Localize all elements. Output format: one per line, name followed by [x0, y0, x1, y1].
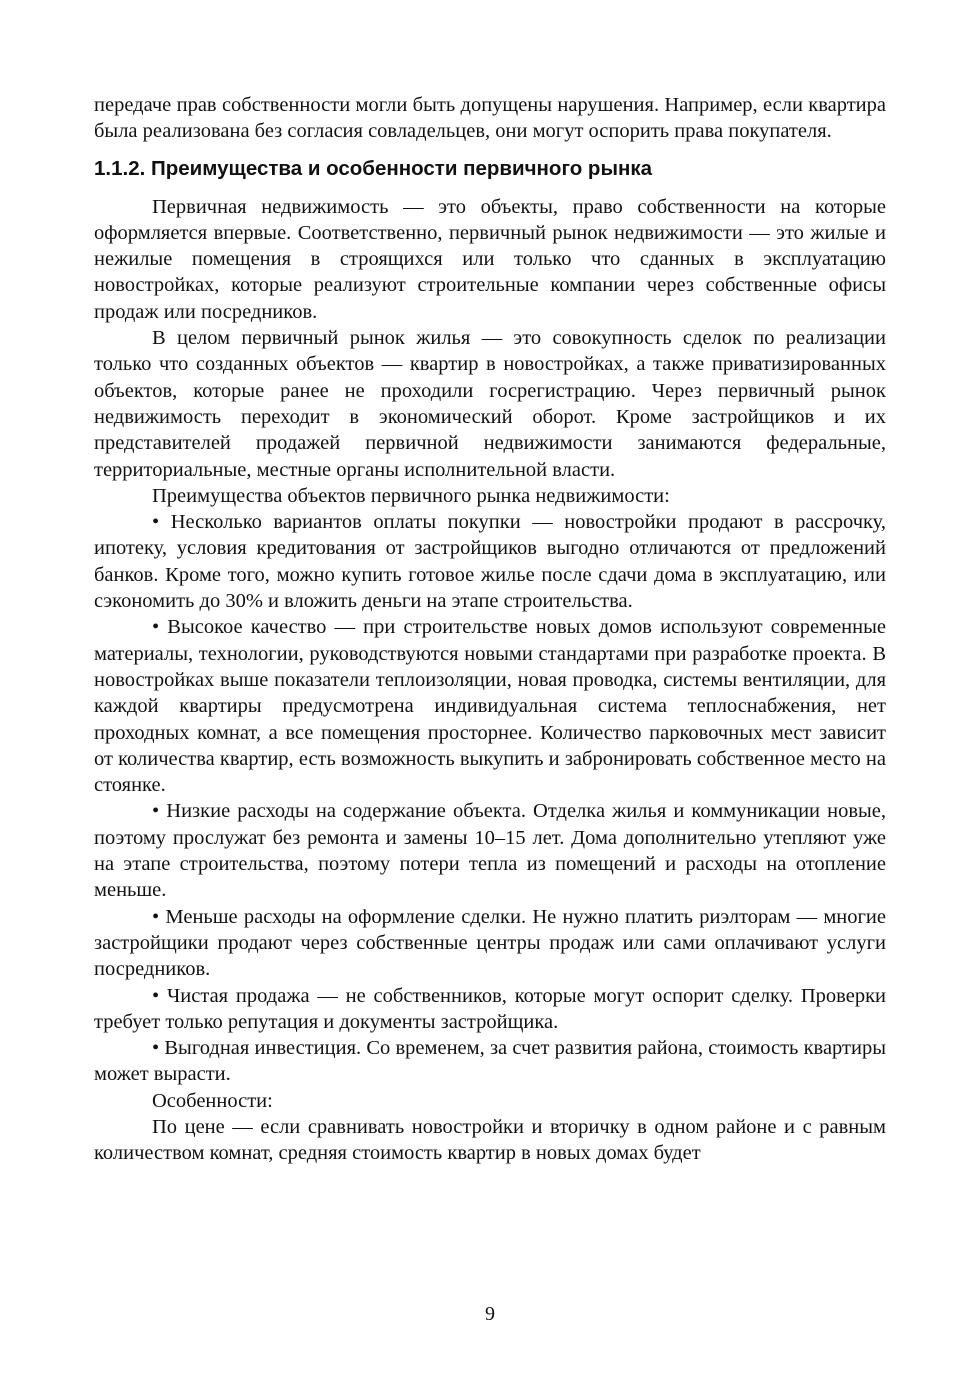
continuation-paragraph: передаче прав собственности могли быть допущены нарушения. Например, если квартира была реализована без согласия совладельцев, они могут оспорить права покупателя.	[94, 94, 886, 143]
bullet-investment: • Выгодная инвестиция. Со временем, за счет развития района, стоимость квартиры может вырасти.	[94, 1037, 886, 1086]
bullet-clean-sale: • Чистая продажа — не собственников, которые могут оспорит сделку. Проверки требует только репутация и документы застройщика.	[94, 984, 886, 1033]
bullet-payment-options: • Несколько вариантов оплаты покупки — новостройки продают в рассрочку, ипотеку, условия кредитования от застройщиков выгодно отличаются от предложений банков. Кроме того, можно купить готовое жилье после сдачи дома в эксплуатацию, или сэкономить до 30% и вложить деньги на этапе строительства.	[94, 511, 886, 613]
features-label: Особенности:	[152, 1089, 273, 1112]
paragraph-advantages-intro: Преимущества объектов первичного рынка недвижимости:	[152, 484, 670, 507]
bullet-low-maintenance: • Низкие расходы на содержание объекта. Отделка жилья и коммуникации новые, поэтому прослужат без ремонта и замены 10–15 лет. Дома дополнительно утепляют уже на этапе строительства, поэтому потери тепла из помещений и расходы на отопление меньше.	[94, 800, 886, 902]
paragraph-price: По цене — если сравнивать новостройки и вторичку в одном районе и с равным количеством комнат, средняя стоимость квартир в новых домах будет	[94, 1115, 886, 1165]
paragraph-primary-market: В целом первичный рынок жилья — это совокупность сделок по реализации только что созданных объектов — квартир в новостройках, а также приватизированных объектов, которые ранее не проходили госрегистрацию. Через первичный рынок недвижимость переходит в экономический оборот. Кроме застройщиков и их представителей продажей первичной недвижимости занимаются федеральные, территориальные, местные органы исполнительной власти.	[94, 327, 886, 481]
document-page	[94, 92, 886, 1167]
page-number: 9	[485, 1303, 495, 1325]
bullet-deal-costs: • Меньше расходы на оформление сделки. Не нужно платить риэлторам — многие застройщики продают через собственные центры продаж или сами оплачивают услуги посредников.	[94, 905, 886, 981]
paragraph-primary-definition: Первичная недвижимость — это объекты, право собственности на которые оформляется впервые. Соответственно, первичный рынок недвижимости — это жилые и нежилые помещения в строящихся или только что сданных в эксплуатацию новостройках, которые реализуют строительные компании через собственные офисы продаж или посредников.	[94, 195, 886, 323]
bullet-high-quality: • Высокое качество — при строительстве новых домов используют современные материалы, технологии, руководствуются новыми стандартами при разработке проекта. В новостройках выше показатели теплоизоляции, новая проводка, системы вентиляции, для каждой квартиры предусмотрена индивидуальная система теплоснабжения, нет проходных комнат, а все помещения просторнее. Количество парковочных мест зависит от количества квартир, есть возможность выкупить и забронировать собственное место на стоянке.	[94, 616, 886, 797]
section-heading: 1.1.2. Преимущества и особенности первичного рынка	[94, 156, 653, 180]
